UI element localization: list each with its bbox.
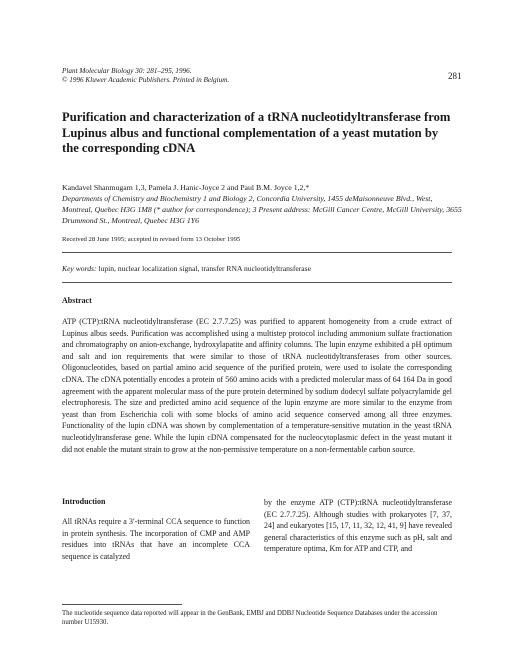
article-title	[62, 110, 462, 157]
title-line-2: Lupinus albus and functional complementation of a yeast mutation by	[62, 125, 439, 140]
keywords	[62, 264, 311, 273]
journal-citation	[62, 67, 229, 85]
author-block	[62, 182, 462, 226]
introduction-column-right: by the enzyme ATP (CTP):tRNA nucleotidyltransferase (EC 2.7.7.25). Although studies with prokaryotes [7, 37, 24] and eukaryotes [15, 17, 11, 32, 12, 41, 9] have revealed general characteristics of this enzyme such as pH, salt and temperature optima, Km for ATP and CTP, and	[264, 498, 452, 554]
abstract-text: ATP (CTP):tRNA nucleotidyltransferase (EC 2.7.7.25) was purified to apparent homogeneity from a crude extract of Lupinus albus seeds. Purification was accomplished using a multistep protocol including ammonium sulfate fractionation and chromatography on anion-exchange, hydroxylapatite and affinity columns. The lupin enzyme exhibited a pH optimum and salt and ion requirements that were similar to those of tRNA nucleotidyltransferases from other sources. Oligonucleotides, based on partial amino acid sequence of the purified protein, were used to isolate the corresponding cDNA. The cDNA potentially encodes a protein of 560 amino acids with a predicted molecular mass of 64 164 Da in good agreement with the apparent molecular mass of the pure protein determined by sodium dodecyl sulfate polyacrylamide gel electrophoresis. The size and predicted amino acid sequence of the lupin enzyme are more similar to the enzyme from yeast than from Escherichia coli with some blocks of amino acid sequence conserved among all three enzymes. Functionality of the lupin cDNA was shown by complementation of a temperature-sensitive mutation in the yeast tRNA nucleotidyltransferase gene. While the lupin cDNA compensated for the nucleocytoplasmic defect in the yeast mutant it did not enable the mutant strain to grow at the non-permissive temperature on a non-fermentable carbon source.	[62, 317, 452, 454]
author-affiliation: Departments of Chemistry and Biochemistry 1 and Biology 2, Concordia University, 1455 deMaisonneuve Blvd., West, Montreal, Quebec H3G 1M8 (* author for correspondence); 3 Present address: McGill Cancer Centre, McGill University, 3655 Drummond St., Montreal, Quebec H3G 1Y6	[62, 194, 462, 225]
abstract-heading: Abstract	[62, 296, 92, 305]
introduction-heading: Introduction	[62, 497, 106, 506]
introduction-column-left: All tRNAs require a 3′-terminal CCA sequence to function in protein synthesis. The incorporation of CMP and AMP residues into tRNAs that have an incomplete CCA sequence is catalyzed	[62, 517, 250, 561]
received-dates: Received 28 June 1995; accepted in revised form 13 October 1995	[62, 236, 241, 243]
journal-line-2: © 1996 Kluwer Academic Publishers. Printed in Belgium.	[62, 76, 230, 84]
footnote: The nucleotide sequence data reported will appear in the GenBank, EMBJ and DDBJ Nucleotide Sequence Databases under the accession number U15930.	[62, 610, 438, 626]
page-number: 281	[448, 71, 462, 81]
keywords-label: Key words:	[62, 264, 97, 273]
divider-bottom	[62, 282, 452, 283]
author-names: Kandavel Shanmugam 1,3, Pamela J. Hanic-Joyce 2 and Paul B.M. Joyce 1,2,*	[62, 183, 310, 192]
title-line-3: the corresponding cDNA	[62, 141, 196, 155]
divider-top	[62, 252, 452, 253]
title-line-1: Purification and characterization of a tRNA nucleotidyltransferase from	[62, 110, 451, 124]
journal-line-1: Plant Molecular Biology 30: 281–295, 1996.	[62, 67, 192, 75]
keywords-text: lupin, nuclear localization signal, transfer RNA nucleotidyltransferase	[98, 264, 311, 273]
footnote-rule	[62, 604, 182, 605]
